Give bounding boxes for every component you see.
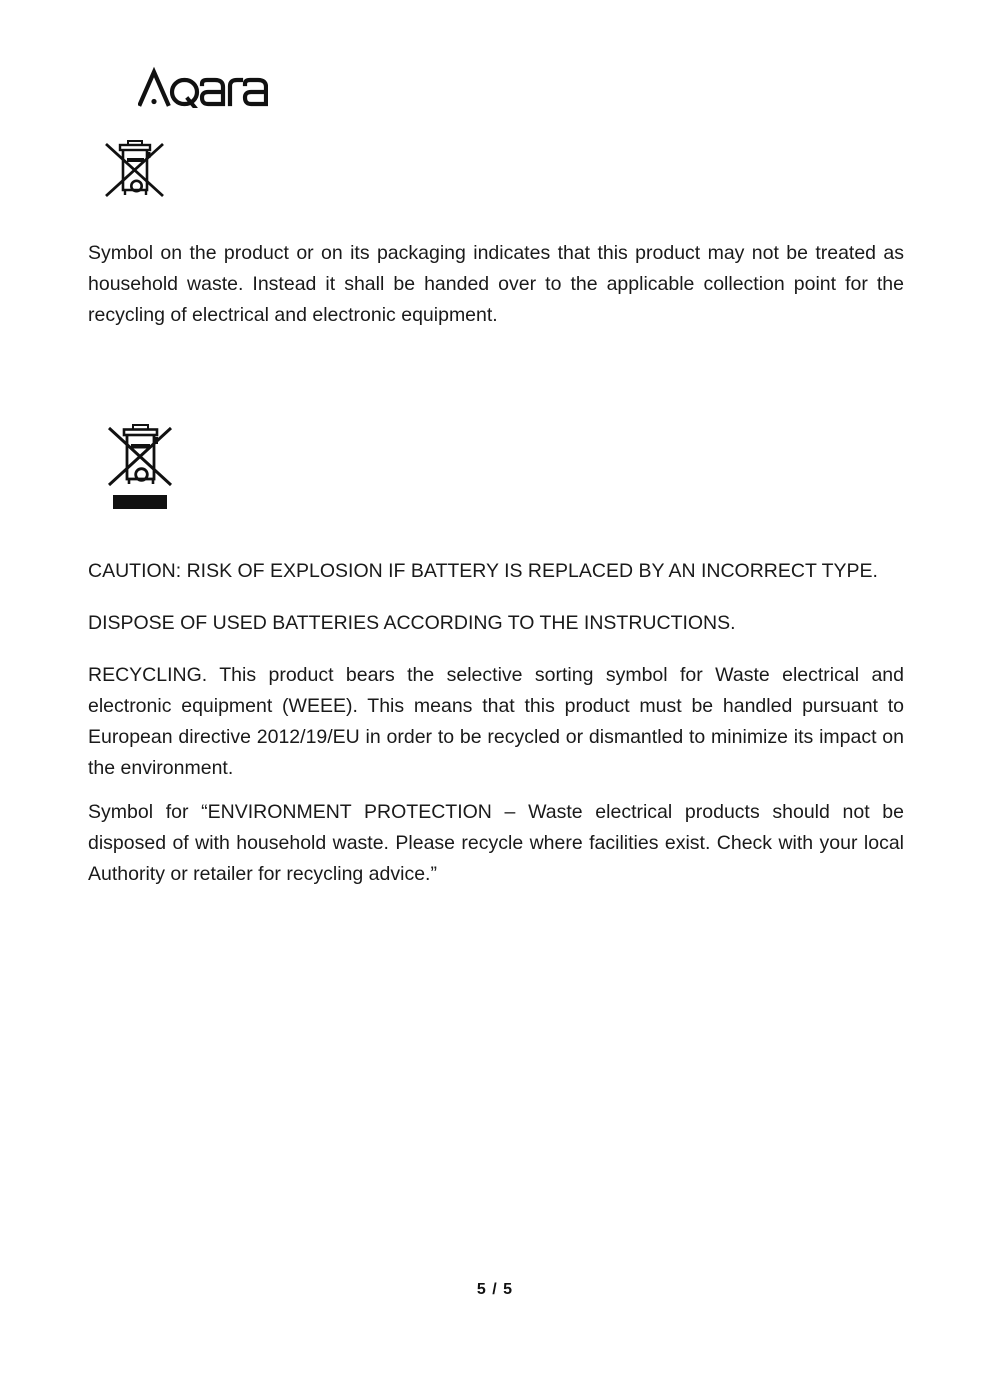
aqara-logo-mark <box>138 66 268 108</box>
weee-bin-glyph <box>103 134 169 202</box>
weee-bin-battery-glyph <box>105 417 177 513</box>
recycling-paragraph: RECYCLING. This product bears the selective sorting symbol for Waste electrical and electronic equipment (WEEE). This means that this product must be handled pursuant to European directive 2012/19/EU in order to be recycled or dismantled to minimize its impact on the environment. <box>88 664 904 779</box>
caution-explosion-line: CAUTION: RISK OF EXPLOSION IF BATTERY IS REPLACED BY AN INCORRECT TYPE. <box>88 560 878 582</box>
page-number-footer: 5 / 5 <box>476 1281 514 1298</box>
intro-paragraph-block <box>88 238 904 331</box>
intro-paragraph: Symbol on the product or on its packaging indicates that this product may not be treated as household waste. Instead it shall be handed over to the applicable collection point for the recycling of electrical and electronic equipment. <box>88 242 904 326</box>
environment-protection-paragraph: Symbol for “ENVIRONMENT PROTECTION – Waste electrical products should not be disposed of with household waste. Please recycle where facilities exist. Check with your local Authority or retailer for recycling advice.” <box>88 801 904 885</box>
caution-dispose-line: DISPOSE OF USED BATTERIES ACCORDING TO THE INSTRUCTIONS. <box>88 612 736 634</box>
aqara-logo <box>138 66 268 108</box>
crossed-out-wheelie-bin-battery-icon <box>105 417 177 513</box>
caution-and-recycling-block <box>88 556 904 890</box>
crossed-out-wheelie-bin-icon <box>103 134 169 202</box>
